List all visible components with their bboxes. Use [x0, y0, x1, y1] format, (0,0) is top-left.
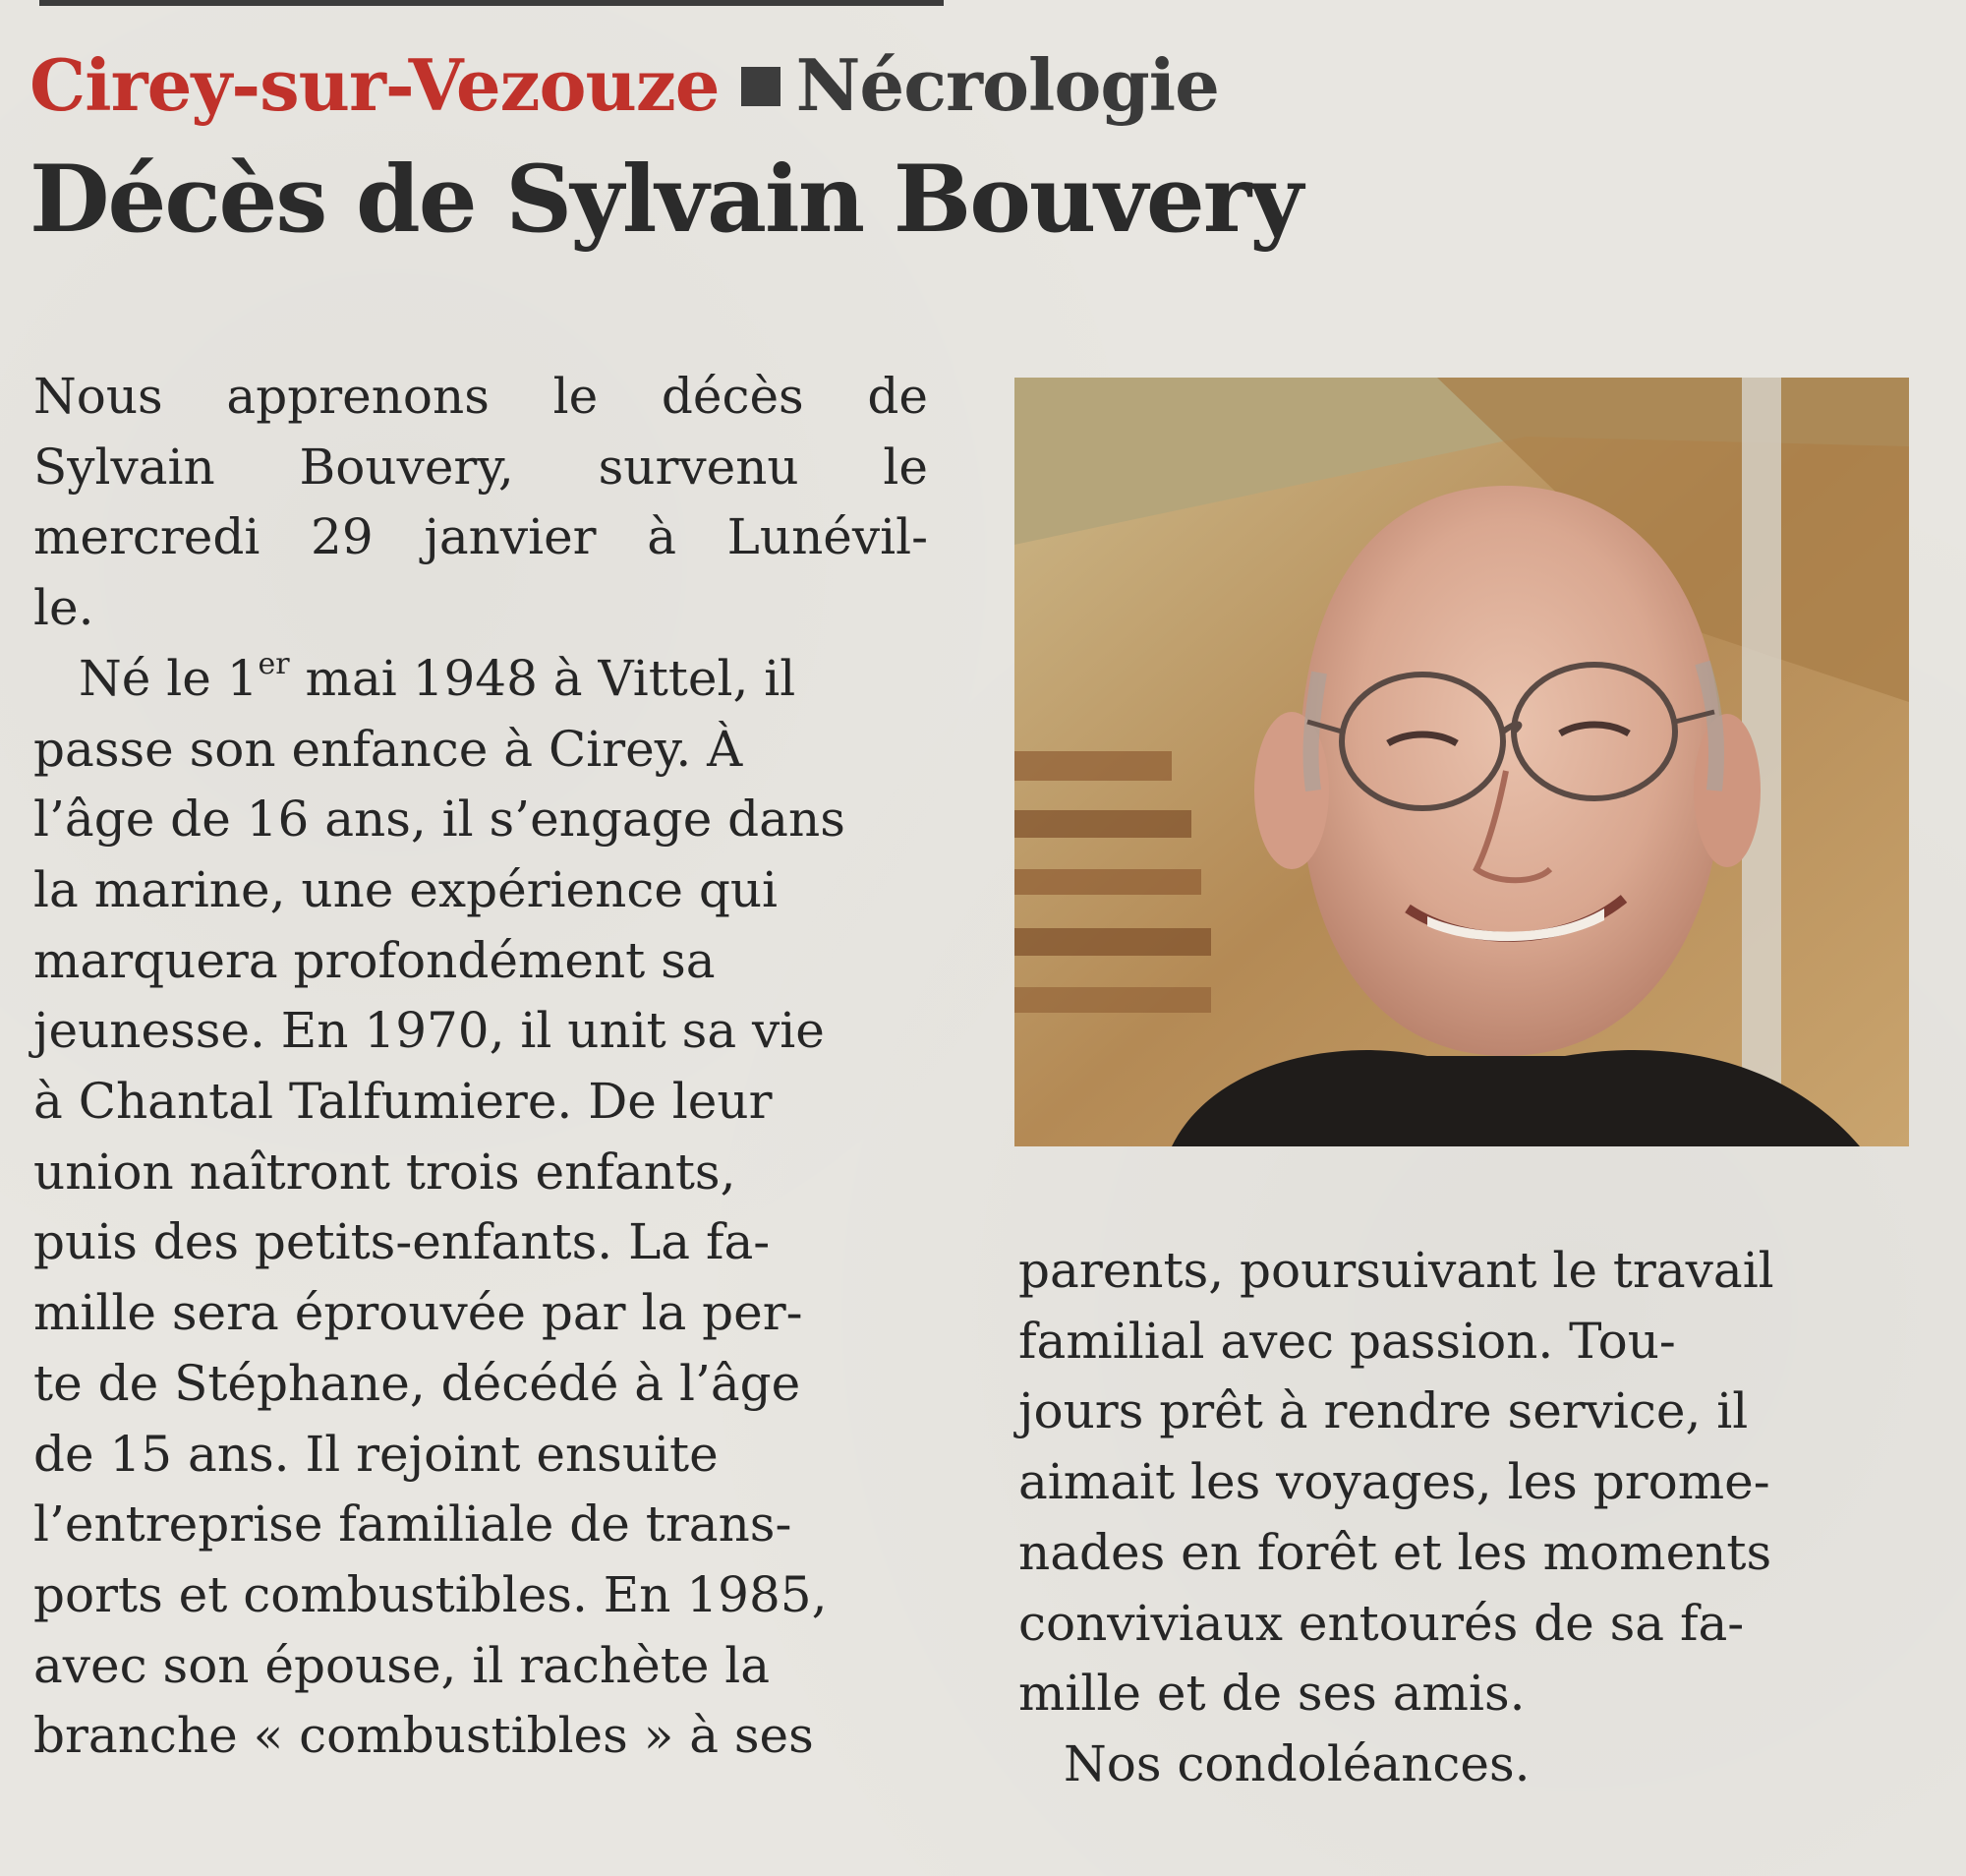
right-column	[1018, 1236, 1915, 1800]
text-line: mille et de ses amis.	[1018, 1665, 1526, 1723]
text-line: le.	[33, 579, 94, 637]
text-line: Nous apprenons le décès de	[33, 368, 928, 425]
text-fragment: mai 1948 à Vittel, il	[289, 649, 796, 707]
text-line: la marine, une expérience qui	[33, 860, 779, 918]
ordinal-superscript: er	[258, 646, 290, 681]
text-line: mille sera éprouvée par la per-	[33, 1284, 803, 1342]
text-line: te de Stéphane, décédé à l’âge	[33, 1354, 801, 1412]
closing-line: Nos condoléances.	[1064, 1734, 1531, 1792]
text-line: à Chantal Talfumiere. De leur	[33, 1073, 773, 1131]
text-fragment: Né le 1	[79, 649, 259, 707]
text-line	[33, 644, 928, 715]
text-line: avec son épouse, il rachète la	[33, 1636, 771, 1694]
text-line: l’âge de 16 ans, il s’engage dans	[33, 791, 845, 849]
text-line: de 15 ans. Il rejoint ensuite	[33, 1425, 719, 1483]
paragraph-2	[33, 644, 928, 1772]
portrait-illustration	[1014, 378, 1909, 1146]
article-headline: Décès de Sylvain Bouvery	[29, 146, 1301, 254]
text-line: mercredi 29 janvier à Lunévil-	[33, 508, 928, 566]
text-line: union naîtront trois enfants,	[33, 1143, 736, 1201]
text-line: Sylvain Bouvery, survenu le	[33, 438, 928, 496]
text-line: familial avec passion. Tou-	[1018, 1312, 1676, 1370]
location-label: Cirey-sur-Vezouze	[29, 43, 720, 127]
text-line: marquera profondément sa	[33, 931, 716, 989]
paragraph-1	[33, 362, 928, 644]
top-rule	[39, 0, 944, 6]
text-line: aimait les voyages, les prome-	[1018, 1453, 1770, 1511]
rubric-label: Nécrologie	[795, 43, 1219, 127]
text-line: parents, poursuivant le travail	[1018, 1242, 1774, 1299]
text-line: ports et combustibles. En 1985,	[33, 1565, 828, 1623]
text-line: l’entreprise familiale de trans-	[33, 1495, 792, 1554]
text-line: nades en forêt et les moments	[1018, 1523, 1772, 1581]
text-line: jours prêt à rendre service, il	[1018, 1382, 1749, 1440]
square-separator-icon	[741, 67, 781, 106]
portrait-photo	[1014, 378, 1909, 1146]
left-column	[33, 362, 928, 1772]
text-line: passe son enfance à Cirey. À	[33, 720, 743, 778]
paragraph-3	[1018, 1729, 1915, 1800]
text-line: jeunesse. En 1970, il unit sa vie	[33, 1002, 825, 1060]
text-line: conviviaux entourés de sa fa-	[1018, 1594, 1745, 1652]
text-line: branche « combustibles » à ses	[33, 1707, 814, 1765]
paragraph-2-continued	[1018, 1236, 1915, 1729]
text-line: puis des petits-enfants. La fa-	[33, 1213, 771, 1271]
article-kicker	[29, 41, 1219, 130]
